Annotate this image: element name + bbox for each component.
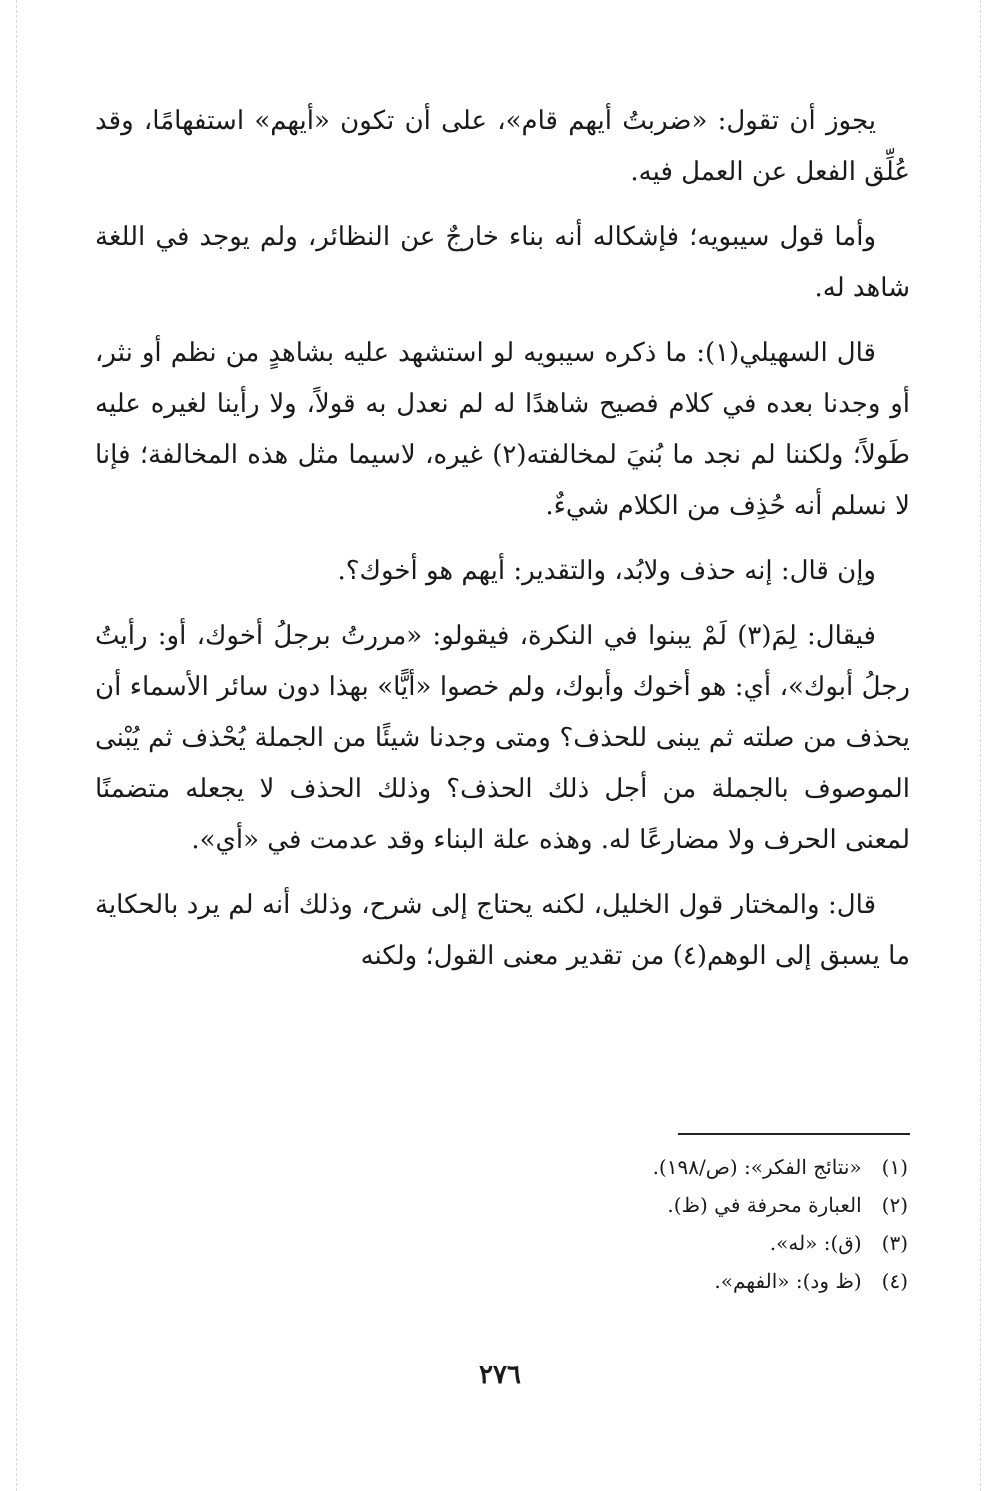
footnotes xyxy=(93,1148,908,1300)
paragraph-6: قال: والمختار قول الخليل، لكنه يحتاج إلى شرح، وذلك أنه لم يرد بالحكاية ما يسبق إلى الوهم(٤) من تقدير معنى القول؛ ولكنه xyxy=(95,890,910,971)
paragraph-5: فيقال: لِمَ(٣) لَمْ يبنوا في النكرة، فيقولو: «مررتُ برجلُ أخوك، أو: رأيتُ رجلُ أبوك»، أي: هو أخوك وأبوك، ولم خصوا «أيًّا» بهذا دون سائر الأسماء أن يحذف من صلته ثم يبنى للحذف؟ ومتى وجدنا شيئًا من الجملة يُحْذف ثم يُبْنى الموصوف بالجملة من أجل ذلك الحذف؟ وذلك الحذف لا يجعله متضمنًا لمعنى الحرف ولا مضارعًا له. وهذه علة البناء وقد عدمت في «أي». xyxy=(95,621,910,855)
footnote-2 xyxy=(93,1186,908,1224)
footnote-text: «نتائج الفكر»: (ص/١٩٨). xyxy=(652,1155,862,1179)
footnote-text: (ظ ود): «الفهم». xyxy=(714,1269,862,1293)
footnote-number: (٤) xyxy=(881,1269,908,1293)
margin-guide-right xyxy=(980,0,981,1491)
footnote-number: (٢) xyxy=(881,1193,908,1217)
footnote-3 xyxy=(93,1224,908,1262)
footnote-number: (١) xyxy=(881,1155,908,1179)
footnote-text: العبارة محرفة في (ظ). xyxy=(667,1193,862,1217)
paragraph-4: وإن قال: إنه حذف ولابُد، والتقدير: أيهم هو أخوك؟. xyxy=(337,556,876,586)
margin-guide-left xyxy=(16,0,17,1491)
paragraph-3: قال السهيلي(١): ما ذكره سيبويه لو استشهد عليه بشاهدٍ من نظم أو نثر، أو وجدنا بعده في كلام فصيح شاهدًا له لم نعدل به قولاً، ولا رأينا لغيره عليه طَولاً؛ ولكننا لم نجد ما بُنيَ لمخالفته(٢) غيره، لاسيما مثل هذه المخالفة؛ فإنا لا نسلم أنه حُذِف من الكلام شيءٌ. xyxy=(95,338,910,521)
paragraph-1: يجوز أن تقول: «ضربتُ أيهم قام»، على أن تكون «أيهم» استفهامًا، وقد عُلِّق الفعل عن العمل فيه. xyxy=(95,106,910,187)
paragraph-2: وأما قول سيبويه؛ فإشكاله أنه بناء خارجٌ عن النظائر، ولم يوجد في اللغة شاهد له. xyxy=(95,222,910,303)
page-number: ٢٧٦ xyxy=(479,1360,521,1390)
footnote-1 xyxy=(93,1148,908,1186)
footnote-4 xyxy=(93,1262,908,1300)
footnote-separator xyxy=(678,1133,910,1135)
footnote-text: (ق): «له». xyxy=(769,1231,862,1255)
footnote-number: (٣) xyxy=(881,1231,908,1255)
main-text xyxy=(95,96,910,996)
